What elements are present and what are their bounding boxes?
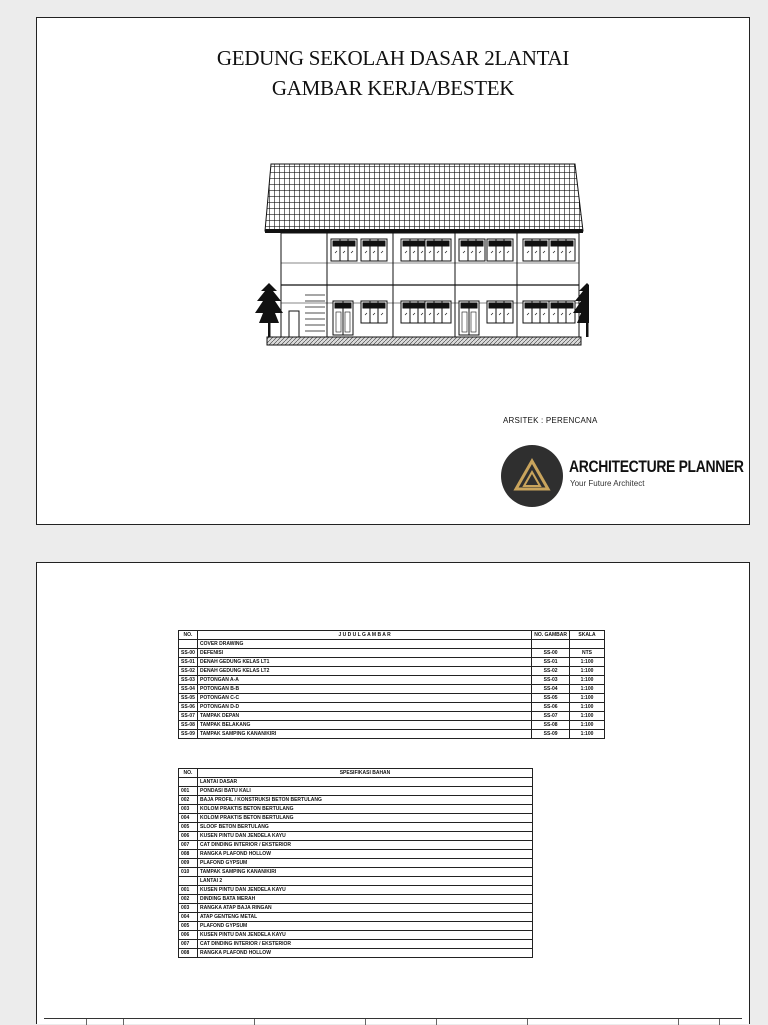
table-row [179,877,533,886]
logo-triangle-icon [501,445,563,507]
table-cell: SS-02 [532,667,570,676]
drawing-index-table [178,630,605,739]
table-row [179,787,533,796]
table-cell: 1:100 [570,658,605,667]
table-cell: 008 [179,949,198,958]
table-cell: 005 [179,922,198,931]
table-cell: PLAFOND GYPSUM [198,859,533,868]
table-cell: SS-03 [179,676,198,685]
table-cell: 003 [179,805,198,814]
table-row [179,931,533,940]
table-row [179,685,605,694]
table-cell: PONDASI BATU KALI [198,787,533,796]
table-row [179,658,605,667]
table-cell: 1:100 [570,667,605,676]
table-cell: POTONGAN A-A [198,676,532,685]
table-cell [179,778,198,787]
table-cell: SS-05 [179,694,198,703]
table-cell: SS-00 [532,649,570,658]
table-cell: SS-03 [532,676,570,685]
table-cell: KUSEN PINTU DAN JENDELA KAYU [198,931,533,940]
table-row [179,694,605,703]
table-row [179,823,533,832]
table-cell: SS-05 [532,694,570,703]
table-cell: SS-06 [532,703,570,712]
table-cell: SS-06 [179,703,198,712]
table-cell: 001 [179,886,198,895]
table-cell: 1:100 [570,703,605,712]
table-cell: 1:100 [570,730,605,739]
table-cell: RANGKA PLAFOND HOLLOW [198,850,533,859]
table-row [179,832,533,841]
table-cell: SS-01 [179,658,198,667]
table-cell: RANGKA ATAP BAJA RINGAN [198,904,533,913]
table-cell: COVER DRAWING [198,640,532,649]
column-header: SKALA [570,631,605,640]
table-cell: BAJA PROFIL / KONSTRUKSI BETON BERTULANG [198,796,533,805]
table-cell [179,640,198,649]
table-cell: DINDING BATA MERAH [198,895,533,904]
column-header: NO. GAMBAR [532,631,570,640]
table-cell: 006 [179,931,198,940]
table-cell: SS-07 [179,712,198,721]
table-cell: 010 [179,868,198,877]
table-cell: KOLOM PRAKTIS BETON BERTULANG [198,814,533,823]
table-cell: SS-01 [532,658,570,667]
table-cell: 1:100 [570,721,605,730]
table-cell: POTONGAN B-B [198,685,532,694]
table-cell: ATAP GENTENG METAL [198,913,533,922]
table-cell: LANTAI DASAR [198,778,533,787]
table-cell: 005 [179,823,198,832]
ground-line [267,337,581,345]
table-cell: POTONGAN C-C [198,694,532,703]
table-cell: SS-02 [179,667,198,676]
table-row [179,667,605,676]
table-row [179,712,605,721]
cover-title-line1: GEDUNG SEKOLAH DASAR 2LANTAI [216,46,570,70]
table-cell: 007 [179,940,198,949]
table-row [179,949,533,958]
table-row [179,805,533,814]
index-sheet [36,562,750,1024]
column-header: J U D U L G A M B A R [198,631,532,640]
table-row [179,778,533,787]
table-cell: 001 [179,787,198,796]
table-cell: SS-08 [179,721,198,730]
table-cell: PLAFOND GYPSUM [198,922,533,931]
table-cell [532,640,570,649]
table-row [179,895,533,904]
table-cell: 006 [179,832,198,841]
table-cell: TAMPAK BELAKANG [198,721,532,730]
table-cell: SS-04 [179,685,198,694]
table-cell: SS-09 [532,730,570,739]
table-cell: TAMPAK SAMPING KANAN/KIRI [198,868,533,877]
table-cell [570,640,605,649]
table-row [179,676,605,685]
column-header: NO. [179,631,198,640]
table-cell: 009 [179,859,198,868]
table-cell: RANGKA PLAFOND HOLLOW [198,949,533,958]
table-row [179,922,533,931]
roof-tiles [265,164,583,231]
table-cell: 002 [179,796,198,805]
table-row [179,886,533,895]
table-row [179,913,533,922]
table-row [179,721,605,730]
table-cell: CAT DINDING INTERIOR / EKSTERIOR [198,940,533,949]
table-cell [179,877,198,886]
table-row [179,940,533,949]
table-row [179,868,533,877]
table-row [179,904,533,913]
table-cell: 1:100 [570,676,605,685]
table-cell: 004 [179,913,198,922]
table-cell: DENAH GEDUNG KELAS LT1 [198,658,532,667]
table-row [179,730,605,739]
table-cell: SLOOF BETON BERTULANG [198,823,533,832]
table-cell: 008 [179,850,198,859]
table-row [179,796,533,805]
table-cell: SS-00 [179,649,198,658]
building-elevation-drawing [209,161,589,361]
logo-tagline: Your Future Architect [570,479,645,488]
table-row [179,841,533,850]
table-cell: TAMPAK DEPAN [198,712,532,721]
column-header: SPESIFIKASI BAHAN [198,769,533,778]
architecture-planner-logo [501,445,563,507]
table-cell: KUSEN PINTU DAN JENDELA KAYU [198,886,533,895]
table-cell: 003 [179,904,198,913]
table-cell: LANTAI 2 [198,877,533,886]
table-row [179,640,605,649]
table-row [179,814,533,823]
table-cell: KUSEN PINTU DAN JENDELA KAYU [198,832,533,841]
table-cell: POTONGAN D-D [198,703,532,712]
table-row [179,850,533,859]
table-cell: 002 [179,895,198,904]
table-cell: CAT DINDING INTERIOR / EKSTERIOR [198,841,533,850]
table-cell: NTS [570,649,605,658]
table-cell: 1:100 [570,694,605,703]
table-cell: 004 [179,814,198,823]
tree-left [255,283,283,337]
table-cell: 1:100 [570,685,605,694]
logo-name: ARCHITECTURE PLANNER [569,457,744,476]
table-cell: DENAH GEDUNG KELAS LT2 [198,667,532,676]
column-header: NO. [179,769,198,778]
table-cell: SS-09 [179,730,198,739]
table-cell: 007 [179,841,198,850]
table-row [179,649,605,658]
specification-table [178,768,533,958]
table-row [179,859,533,868]
table-row [179,703,605,712]
table-cell: SS-07 [532,712,570,721]
cover-sheet [36,17,750,525]
table-cell: SS-04 [532,685,570,694]
table-cell: SS-08 [532,721,570,730]
table-cell: KOLOM PRAKTIS BETON BERTULANG [198,805,533,814]
table-cell: TAMPAK SAMPING KANAN/KIRI [198,730,532,739]
table-cell: DEFENISI [198,649,532,658]
cover-title-line2: GAMBAR KERJA/BESTEK [271,76,515,100]
table-cell: 1:100 [570,712,605,721]
architect-label: ARSITEK : PERENCANA [503,416,598,425]
